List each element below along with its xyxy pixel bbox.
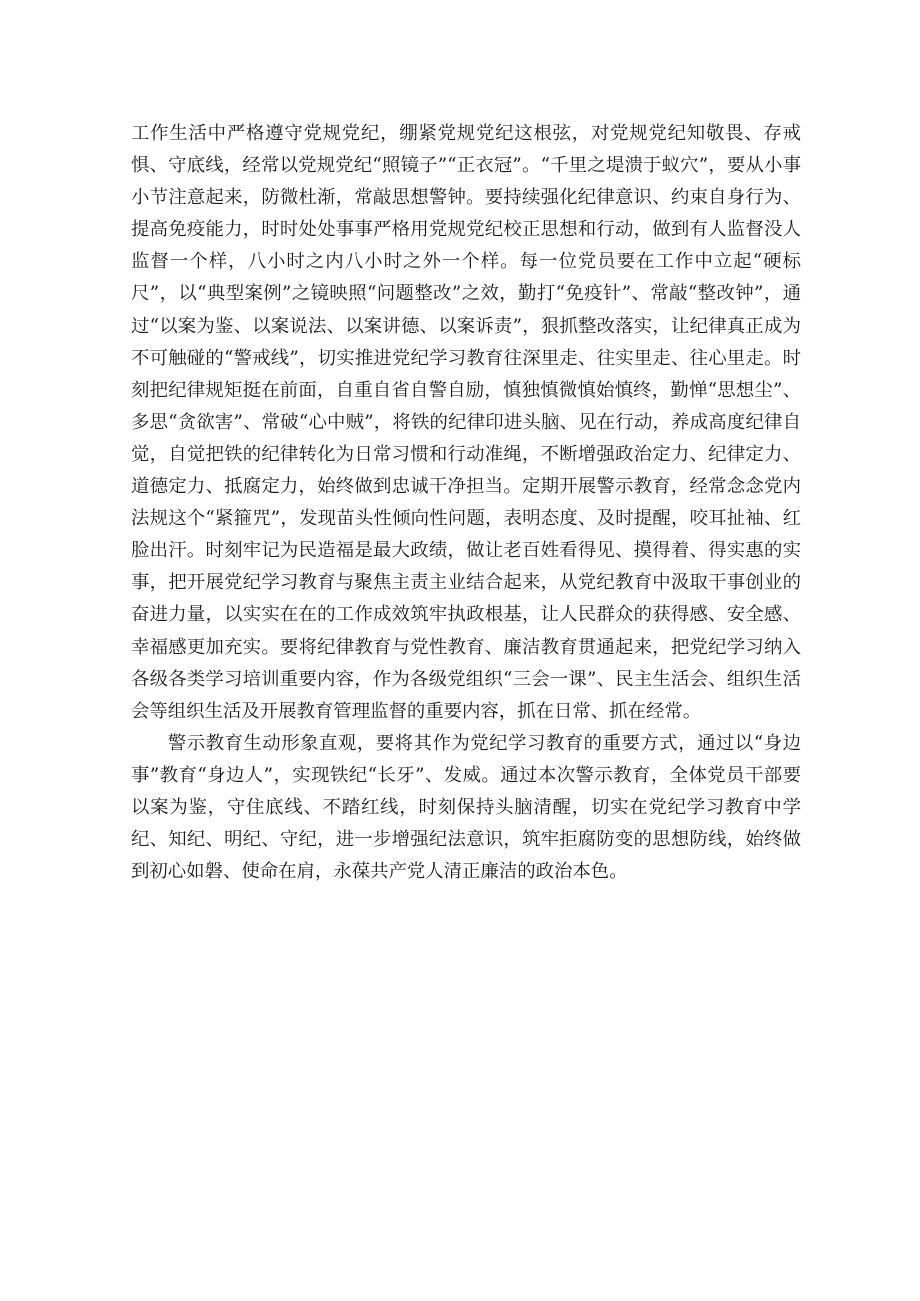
document-body bbox=[131, 118, 801, 888]
paragraph-warning-education: 警示教育生动形象直观，要将其作为党纪学习教育的重要方式，通过以“身边事”教育“身边人”，实现铁纪“长牙”、发威。通过本次警示教育，全体党员干部要以案为鉴，守住底线、不踏红线，时刻保持头脑清醒，切实在党纪学习教育中学纪、知纪、明纪、守纪，进一步增强纪法意识，筑牢拒腐防变的思想防线，始终做到初心如磐、使命在肩，永葆共产党人清正廉洁的政治本色。 bbox=[131, 732, 801, 883]
paragraph-continuation: 工作生活中严格遵守党规党纪，绷紧党规党纪这根弦，对党规党纪知敬畏、存戒惧、守底线，经常以党规党纪“照镜子”“正衣冠”。“千里之堤溃于蚁穴”，要从小事小节注意起来，防微杜渐，常敲思想警钟。要持续强化纪律意识、约束自身行为、提高免疫能力，时时处处事事严格用党规党纪校正思想和行动，做到有人监督没人监督一个样，八小时之内八小时之外一个样。每一位党员要在工作中立起“硬标尺”，以“典型案例”之镜映照“问题整改”之效，勤打“免疫针”、常敲“整改钟”，通过“以案为鉴、以案说法、以案讲德、以案诉责”，狠抓整改落实，让纪律真正成为不可触碰的“警戒线”，切实推进党纪学习教育往深里走、往实里走、往心里走。时刻把纪律规矩挺在前面，自重自省自警自励，慎独慎微慎始慎终，勤惮“思想尘”、多思“贪欲害”、常破“心中贼”，将铁的纪律印进头脑、见在行动，养成高度纪律自觉，自觉把铁的纪律转化为日常习惯和行动准绳，不断增强政治定力、纪律定力、道德定力、抵腐定力，始终做到忠诚干净担当。定期开展警示教育，经常念念党内法规这个“紧箍咒”，发现苗头性倾向性问题，表明态度、及时提醒，咬耳扯袖、红脸出汗。时刻牢记为民造福是最大政绩，做让老百姓看得见、摸得着、得实惠的实事，把开展党纪学习教育与聚焦主责主业结合起来，从党纪教育中汲取干事创业的奋进力量，以实实在在的工作成效筑牢执政根基，让人民群众的获得感、安全感、幸福感更加充实。要将纪律教育与党性教育、廉洁教育贯通起来，把党纪学习纳入各级各类学习培训重要内容，作为各级党组织“三会一课”、民主生活会、组织生活会等组织生活及开展教育管理监督的重要内容，抓在日常、抓在经常。 bbox=[131, 123, 801, 722]
